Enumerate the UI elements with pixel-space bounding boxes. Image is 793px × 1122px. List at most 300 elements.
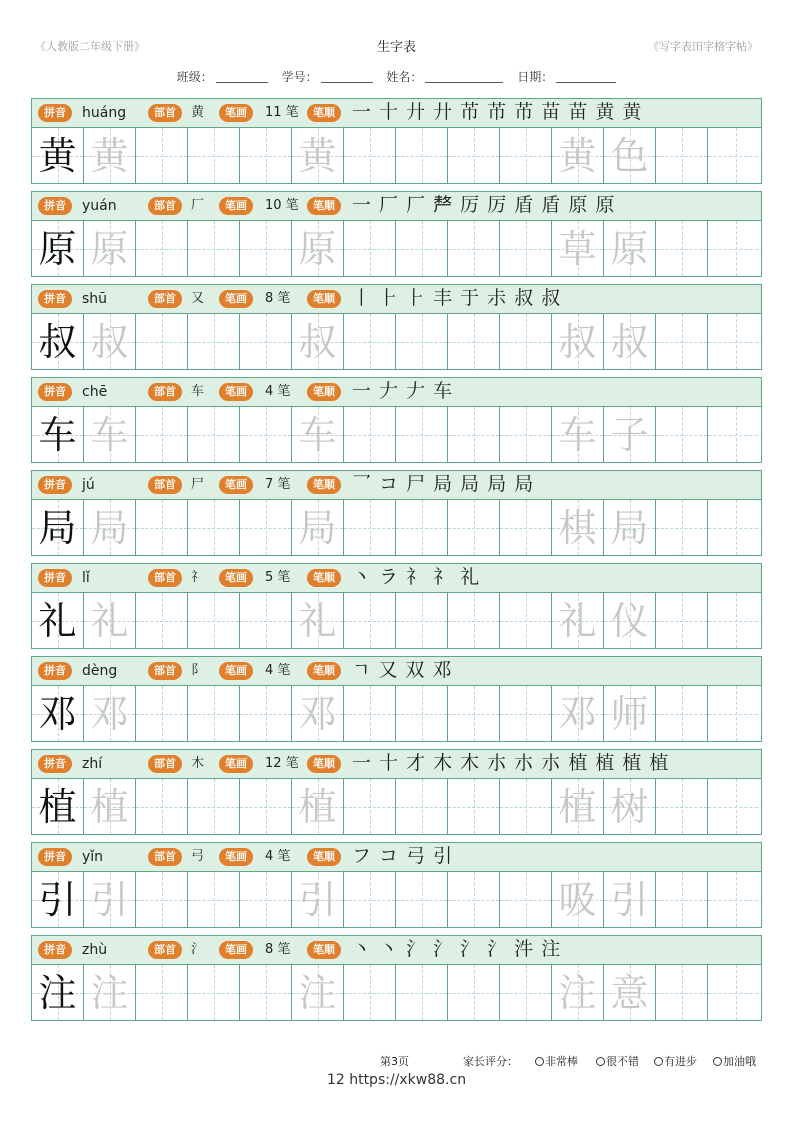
practice-cell[interactable]: [604, 872, 656, 927]
strokes-badge: 笔画: [219, 569, 253, 587]
practice-cell[interactable]: [292, 686, 344, 741]
practice-cell[interactable]: [500, 593, 552, 648]
trace-character: 注: [298, 970, 337, 1015]
word-character: 引: [610, 877, 649, 922]
practice-cell[interactable]: [136, 686, 188, 741]
date-field[interactable]: [556, 71, 616, 83]
practice-cell[interactable]: [84, 686, 136, 741]
word-character: 草: [558, 226, 597, 271]
practice-cell[interactable]: [240, 779, 292, 834]
practice-cell[interactable]: [136, 314, 188, 369]
radical-badge: 部首: [148, 104, 182, 122]
strokes-text: 8 笔: [265, 291, 291, 306]
trace-character: 局: [298, 505, 337, 550]
practice-cell[interactable]: [500, 779, 552, 834]
character-block: [31, 563, 762, 649]
practice-cell[interactable]: [136, 593, 188, 648]
practice-cell[interactable]: [136, 872, 188, 927]
name-label: 姓名：: [386, 70, 423, 84]
practice-cell[interactable]: [656, 500, 708, 555]
model-character: 邓: [38, 691, 77, 736]
name-field[interactable]: [425, 71, 503, 83]
trace-character: 黄: [298, 133, 337, 178]
practice-cell[interactable]: [84, 221, 136, 276]
trace-character: 叔: [298, 319, 337, 364]
practice-cell[interactable]: [708, 965, 763, 1020]
writing-grid: [32, 221, 761, 276]
practice-cell[interactable]: [240, 965, 292, 1020]
character-block: [31, 656, 762, 742]
practice-cell[interactable]: [552, 407, 604, 462]
practice-cell[interactable]: [552, 221, 604, 276]
practice-cell[interactable]: [84, 593, 136, 648]
practice-cell[interactable]: [708, 686, 763, 741]
practice-cell[interactable]: [656, 314, 708, 369]
model-character: 叔: [38, 319, 77, 364]
stroke-order-text: 丨 ⺊ ⺊ 丰 于 尗 叔 叔: [352, 287, 562, 309]
strokes-badge: 笔画: [219, 476, 253, 494]
pinyin-badge: 拼音: [38, 476, 72, 494]
parent-rating-label: 家长评分：: [463, 1055, 518, 1068]
practice-cell[interactable]: [84, 872, 136, 927]
practice-cell[interactable]: [188, 314, 240, 369]
strokes-badge: 笔画: [219, 104, 253, 122]
practice-cell[interactable]: [708, 314, 763, 369]
practice-cell[interactable]: [292, 779, 344, 834]
trace-character: 邓: [298, 691, 337, 736]
radio-circle-icon: [535, 1057, 544, 1066]
pinyin-badge: 拼音: [38, 848, 72, 866]
pinyin-text: dèng: [82, 663, 118, 679]
practice-cell[interactable]: [188, 407, 240, 462]
practice-cell[interactable]: [604, 407, 656, 462]
practice-cell[interactable]: [344, 500, 396, 555]
practice-cell[interactable]: [708, 872, 763, 927]
practice-cell[interactable]: [448, 779, 500, 834]
practice-cell[interactable]: [84, 407, 136, 462]
practice-cell[interactable]: [32, 686, 84, 741]
radical-badge: 部首: [148, 662, 182, 680]
practice-cell[interactable]: [396, 593, 448, 648]
practice-cell[interactable]: [448, 407, 500, 462]
trace-character: 车: [90, 412, 129, 457]
practice-cell[interactable]: [500, 221, 552, 276]
practice-cell[interactable]: [240, 872, 292, 927]
pinyin-badge: 拼音: [38, 569, 72, 587]
practice-cell[interactable]: [84, 500, 136, 555]
rating-option-excellent[interactable]: 非常棒: [535, 1053, 578, 1069]
practice-cell[interactable]: [396, 686, 448, 741]
practice-cell[interactable]: [656, 686, 708, 741]
practice-cell[interactable]: [500, 314, 552, 369]
practice-cell[interactable]: [240, 593, 292, 648]
practice-cell[interactable]: [32, 128, 84, 183]
trace-character: 局: [90, 505, 129, 550]
word-character: 注: [558, 970, 597, 1015]
order-badge: 笔顺: [307, 383, 341, 401]
radical-text: 厂: [191, 198, 205, 213]
practice-cell[interactable]: [604, 221, 656, 276]
practice-cell[interactable]: [500, 500, 552, 555]
radio-circle-icon: [654, 1057, 663, 1066]
practice-cell[interactable]: [188, 128, 240, 183]
practice-cell[interactable]: [188, 965, 240, 1020]
practice-cell[interactable]: [292, 128, 344, 183]
practice-cell[interactable]: [84, 128, 136, 183]
practice-cell[interactable]: [708, 407, 763, 462]
practice-cell[interactable]: [552, 128, 604, 183]
word-character: 吸: [558, 877, 597, 922]
practice-cell[interactable]: [552, 593, 604, 648]
pinyin-badge: 拼音: [38, 662, 72, 680]
writing-grid: [32, 872, 761, 927]
practice-cell[interactable]: [500, 965, 552, 1020]
practice-cell[interactable]: [396, 221, 448, 276]
practice-cell[interactable]: [500, 407, 552, 462]
practice-cell[interactable]: [292, 872, 344, 927]
practice-cell[interactable]: [552, 872, 604, 927]
radical-badge: 部首: [148, 197, 182, 215]
pinyin-text: zhí: [82, 756, 103, 772]
strokes-badge: 笔画: [219, 290, 253, 308]
practice-cell[interactable]: [292, 221, 344, 276]
strokes-text: 4 笔: [265, 663, 291, 678]
strokes-text: 5 笔: [265, 570, 291, 585]
character-info-bar: [32, 99, 761, 128]
character-info-bar: [32, 564, 761, 593]
radical-badge: 部首: [148, 569, 182, 587]
practice-cell[interactable]: [344, 593, 396, 648]
book-title: 《人教版二年级下册》: [35, 40, 145, 53]
page-footer: [0, 1053, 793, 1069]
page-title: 生字表: [376, 40, 416, 55]
character-block: [31, 749, 762, 835]
trace-character: 植: [90, 784, 129, 829]
stroke-order-text: ㄱ 又 双 邓: [352, 659, 453, 681]
word-character: 叔: [558, 319, 597, 364]
writing-grid: [32, 593, 761, 648]
practice-cell[interactable]: [448, 221, 500, 276]
character-sheet: [31, 98, 762, 1021]
practice-cell[interactable]: [656, 221, 708, 276]
practice-cell[interactable]: [32, 221, 84, 276]
writing-grid: [32, 314, 761, 369]
practice-cell[interactable]: [188, 779, 240, 834]
strokes-text: 11 笔: [265, 105, 299, 120]
trace-character: 引: [90, 877, 129, 922]
practice-cell[interactable]: [344, 686, 396, 741]
practice-cell[interactable]: [344, 221, 396, 276]
practice-cell[interactable]: [344, 872, 396, 927]
trace-character: 礼: [90, 598, 129, 643]
word-character: 叔: [610, 319, 649, 364]
word-character: 植: [558, 784, 597, 829]
stroke-order-text: 一 十 廾 廾 芇 芇 芇 苗 苗 黄 黄: [352, 101, 643, 123]
pinyin-badge: 拼音: [38, 383, 72, 401]
practice-cell[interactable]: [552, 779, 604, 834]
order-badge: 笔顺: [307, 755, 341, 773]
strokes-text: 10 笔: [265, 198, 299, 213]
trace-character: 礼: [298, 598, 337, 643]
practice-cell[interactable]: [708, 593, 763, 648]
trace-character: 邓: [90, 691, 129, 736]
practice-cell[interactable]: [188, 221, 240, 276]
model-character: 植: [38, 784, 77, 829]
order-badge: 笔顺: [307, 290, 341, 308]
word-character: 棋: [558, 505, 597, 550]
word-character: 师: [610, 691, 649, 736]
order-badge: 笔顺: [307, 104, 341, 122]
order-badge: 笔顺: [307, 569, 341, 587]
practice-cell[interactable]: [240, 500, 292, 555]
pinyin-text: shū: [82, 291, 108, 307]
practice-cell[interactable]: [448, 872, 500, 927]
practice-cell[interactable]: [344, 128, 396, 183]
practice-cell[interactable]: [500, 872, 552, 927]
practice-cell[interactable]: [32, 407, 84, 462]
radical-badge: 部首: [148, 290, 182, 308]
practice-cell[interactable]: [604, 593, 656, 648]
rating-option-keep-going[interactable]: 加油哦: [713, 1053, 756, 1069]
practice-cell[interactable]: [188, 686, 240, 741]
practice-cell[interactable]: [708, 779, 763, 834]
practice-cell[interactable]: [656, 965, 708, 1020]
word-character: 黄: [558, 133, 597, 178]
practice-cell[interactable]: [32, 500, 84, 555]
practice-cell[interactable]: [292, 314, 344, 369]
strokes-badge: 笔画: [219, 383, 253, 401]
radical-text: 木: [191, 756, 205, 771]
practice-cell[interactable]: [448, 965, 500, 1020]
radical-text: 阝: [191, 663, 205, 678]
practice-cell[interactable]: [136, 407, 188, 462]
practice-cell[interactable]: [32, 872, 84, 927]
character-info-bar: [32, 285, 761, 314]
radical-badge: 部首: [148, 476, 182, 494]
practice-cell[interactable]: [604, 500, 656, 555]
pinyin-text: chē: [82, 384, 108, 400]
pinyin-text: jú: [82, 477, 95, 493]
order-badge: 笔顺: [307, 662, 341, 680]
word-character: 原: [610, 226, 649, 271]
practice-cell[interactable]: [32, 965, 84, 1020]
strokes-text: 12 笔: [265, 756, 299, 771]
practice-cell[interactable]: [292, 500, 344, 555]
character-block: [31, 470, 762, 556]
rating-option-good[interactable]: 很不错: [596, 1053, 639, 1069]
order-badge: 笔顺: [307, 941, 341, 959]
pinyin-text: zhù: [82, 942, 108, 958]
word-character: 树: [610, 784, 649, 829]
practice-cell[interactable]: [240, 686, 292, 741]
practice-cell[interactable]: [240, 221, 292, 276]
practice-cell[interactable]: [292, 407, 344, 462]
practice-cell[interactable]: [656, 128, 708, 183]
stroke-order-text: 一 十 才 木 木 朩 朩 朩 植 植 植 植: [352, 752, 670, 774]
model-character: 注: [38, 970, 77, 1015]
order-badge: 笔顺: [307, 848, 341, 866]
trace-character: 车: [298, 412, 337, 457]
pinyin-text: yǐn: [82, 849, 104, 865]
practice-cell[interactable]: [84, 314, 136, 369]
student-info-row: [0, 68, 793, 85]
practice-cell[interactable]: [552, 965, 604, 1020]
model-character: 引: [38, 877, 77, 922]
class-field[interactable]: [216, 71, 268, 83]
radical-text: 氵: [191, 942, 205, 957]
strokes-badge: 笔画: [219, 662, 253, 680]
practice-cell[interactable]: [448, 128, 500, 183]
character-info-bar: [32, 750, 761, 779]
order-badge: 笔顺: [307, 476, 341, 494]
workbook-title: 《写字表田字格字帖》: [648, 40, 758, 53]
writing-grid: [32, 779, 761, 834]
practice-cell[interactable]: [604, 965, 656, 1020]
practice-cell[interactable]: [136, 221, 188, 276]
number-field[interactable]: [321, 71, 373, 83]
radical-badge: 部首: [148, 383, 182, 401]
practice-cell[interactable]: [656, 407, 708, 462]
character-info-bar: [32, 657, 761, 686]
stroke-order-text: 丶 丶 氵 氵 氵 氵 汼 注: [352, 938, 562, 960]
practice-cell[interactable]: [396, 965, 448, 1020]
stroke-order-text: 一 厂 厂 𠩺 厉 厉 盾 盾 原 原: [352, 194, 616, 216]
character-info-bar: [32, 378, 761, 407]
strokes-text: 4 笔: [265, 384, 291, 399]
stroke-order-text: 丶 ラ 礻 礻 礼: [352, 566, 481, 588]
writing-grid: [32, 686, 761, 741]
practice-cell[interactable]: [136, 500, 188, 555]
practice-cell[interactable]: [708, 128, 763, 183]
practice-cell[interactable]: [448, 686, 500, 741]
practice-cell[interactable]: [604, 314, 656, 369]
radical-text: 黄: [191, 105, 205, 120]
practice-cell[interactable]: [32, 593, 84, 648]
practice-cell[interactable]: [136, 128, 188, 183]
character-block: [31, 377, 762, 463]
trace-character: 叔: [90, 319, 129, 364]
practice-cell[interactable]: [552, 686, 604, 741]
practice-cell[interactable]: [396, 314, 448, 369]
radical-badge: 部首: [148, 755, 182, 773]
practice-cell[interactable]: [396, 128, 448, 183]
practice-cell[interactable]: [344, 314, 396, 369]
practice-cell[interactable]: [656, 593, 708, 648]
writing-grid: [32, 128, 761, 183]
practice-cell[interactable]: [240, 407, 292, 462]
word-character: 礼: [558, 598, 597, 643]
radical-text: 车: [191, 384, 205, 399]
strokes-badge: 笔画: [219, 848, 253, 866]
class-label: 班级：: [176, 70, 213, 84]
model-character: 原: [38, 226, 77, 271]
practice-cell[interactable]: [708, 221, 763, 276]
practice-cell[interactable]: [396, 500, 448, 555]
practice-cell[interactable]: [604, 128, 656, 183]
practice-cell[interactable]: [188, 500, 240, 555]
practice-cell[interactable]: [292, 965, 344, 1020]
radical-text: 礻: [191, 570, 205, 585]
practice-cell[interactable]: [708, 500, 763, 555]
practice-cell[interactable]: [656, 872, 708, 927]
strokes-badge: 笔画: [219, 941, 253, 959]
pinyin-badge: 拼音: [38, 197, 72, 215]
practice-cell[interactable]: [396, 872, 448, 927]
practice-cell[interactable]: [292, 593, 344, 648]
practice-cell[interactable]: [604, 686, 656, 741]
practice-cell[interactable]: [84, 779, 136, 834]
rating-option-progress[interactable]: 有进步: [654, 1053, 697, 1069]
character-block: [31, 842, 762, 928]
practice-cell[interactable]: [136, 965, 188, 1020]
word-character: 仪: [610, 598, 649, 643]
radio-circle-icon: [596, 1057, 605, 1066]
model-character: 局: [38, 505, 77, 550]
stroke-order-text: 乛 コ 尸 局 局 局 局: [352, 473, 535, 495]
practice-cell[interactable]: [656, 779, 708, 834]
practice-cell[interactable]: [396, 407, 448, 462]
character-info-bar: [32, 192, 761, 221]
practice-cell[interactable]: [448, 593, 500, 648]
practice-cell[interactable]: [240, 314, 292, 369]
trace-character: 黄: [90, 133, 129, 178]
practice-cell[interactable]: [552, 314, 604, 369]
stroke-order-text: 一 𠂇 𠂇 车: [352, 380, 454, 402]
pinyin-badge: 拼音: [38, 290, 72, 308]
pinyin-badge: 拼音: [38, 755, 72, 773]
trace-character: 原: [298, 226, 337, 271]
word-character: 子: [610, 412, 649, 457]
practice-cell[interactable]: [448, 500, 500, 555]
practice-cell[interactable]: [240, 128, 292, 183]
character-info-bar: [32, 843, 761, 872]
strokes-text: 4 笔: [265, 849, 291, 864]
number-label: 学号：: [281, 70, 318, 84]
practice-cell[interactable]: [32, 314, 84, 369]
practice-cell[interactable]: [396, 779, 448, 834]
practice-cell[interactable]: [448, 314, 500, 369]
character-block: [31, 191, 762, 277]
watermark: 12 https://xkw88.cn: [326, 1072, 467, 1088]
model-character: 礼: [38, 598, 77, 643]
word-character: 意: [610, 970, 649, 1015]
word-character: 邓: [558, 691, 597, 736]
practice-cell[interactable]: [604, 779, 656, 834]
writing-grid: [32, 407, 761, 462]
word-character: 局: [610, 505, 649, 550]
practice-cell[interactable]: [500, 686, 552, 741]
practice-cell[interactable]: [344, 779, 396, 834]
practice-cell[interactable]: [344, 407, 396, 462]
practice-cell[interactable]: [188, 872, 240, 927]
radical-badge: 部首: [148, 941, 182, 959]
order-badge: 笔顺: [307, 197, 341, 215]
model-character: 黄: [38, 133, 77, 178]
practice-cell[interactable]: [344, 965, 396, 1020]
date-label: 日期：: [517, 70, 554, 84]
page-number: 第3页: [380, 1055, 409, 1068]
trace-character: 原: [90, 226, 129, 271]
practice-cell[interactable]: [552, 500, 604, 555]
page-header: [0, 36, 793, 56]
radical-text: 又: [191, 291, 205, 306]
practice-cell[interactable]: [32, 779, 84, 834]
character-info-bar: [32, 471, 761, 500]
practice-cell[interactable]: [136, 779, 188, 834]
practice-cell[interactable]: [84, 965, 136, 1020]
practice-cell[interactable]: [500, 128, 552, 183]
practice-cell[interactable]: [188, 593, 240, 648]
